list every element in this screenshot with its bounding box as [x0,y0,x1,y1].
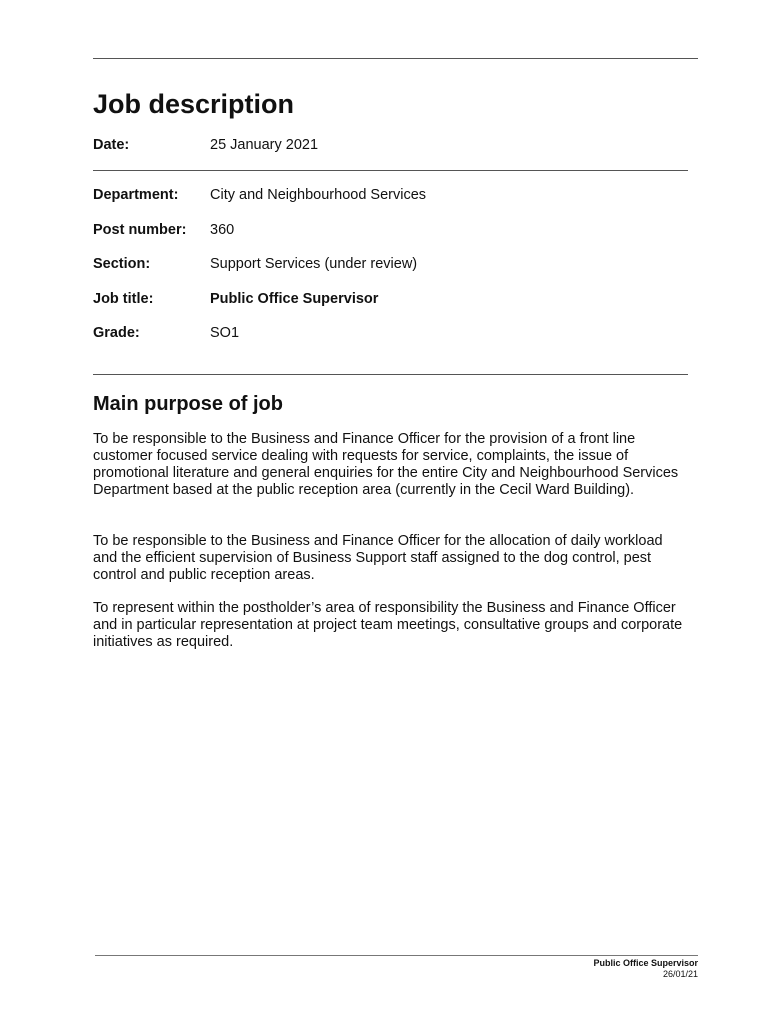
page-footer [593,958,698,980]
section-heading: Main purpose of job [93,393,283,415]
footer-date: 26/01/21 [662,969,698,979]
department-value: City and Neighbourhood Services [210,187,427,203]
top-divider [93,58,698,59]
document-title: Job description [93,89,295,119]
divider [93,170,688,171]
divider [93,374,688,375]
paragraph: To be responsible to the Business and Finance Officer for the allocation of daily workload and the efficient supervision of Business Support staff assigned to the dog control, pest control and public reception areas. [93,533,663,583]
paragraph: To represent within the postholder’s area of responsibility the Business and Finance Officer and in particular representation at project team meetings, consultative groups and corporate initiatives as required. [93,600,683,650]
date-label: Date: [93,137,130,153]
paragraph: To be responsible to the Business and Finance Officer for the provision of a front line customer focused service dealing with requests for service, complaints, the issue of promotional literature and general enquiries for the entire City and Neighbourhood Services Department based at the public reception area (currently in the Cecil Ward Building). [93,431,679,498]
footer-divider [95,955,698,956]
post-number-value: 360 [210,222,235,238]
footer-title: Public Office Supervisor [593,958,698,968]
job-title-value: Public Office Supervisor [210,291,379,307]
grade-value: SO1 [210,325,240,341]
department-label: Department: [93,187,179,203]
job-title-label: Job title: [93,291,154,307]
section-label: Section: [93,256,151,272]
post-number-label: Post number: [93,222,187,238]
date-value: 25 January 2021 [210,137,319,153]
section-value: Support Services (under review) [210,256,418,272]
grade-label: Grade: [93,325,140,341]
